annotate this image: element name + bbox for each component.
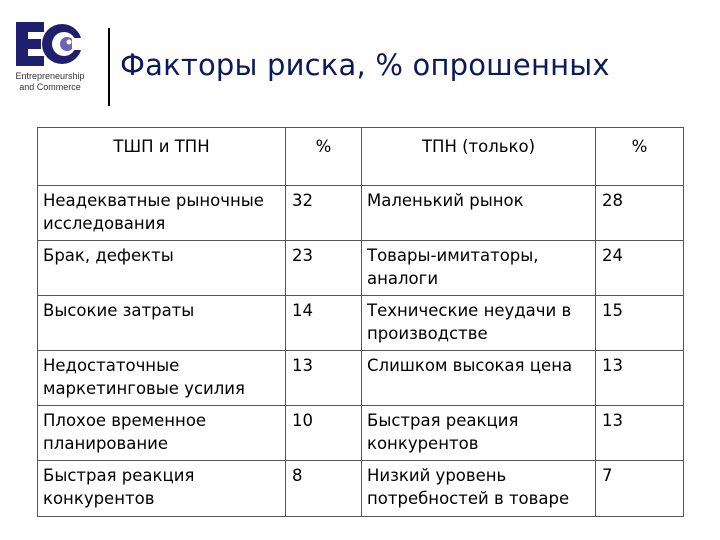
table-row: [38, 241, 684, 296]
left-percent: 23: [286, 241, 362, 296]
right-factor: Технические неудачи в производстве: [362, 296, 596, 351]
header-right-percent: %: [596, 128, 684, 186]
right-factor: Товары-имитаторы, аналоги: [362, 241, 596, 296]
left-percent: 32: [286, 186, 362, 241]
logo-line-1: Entrepreneurship: [15, 71, 85, 81]
left-factor: Высокие затраты: [38, 296, 286, 351]
left-percent: 10: [286, 406, 362, 461]
header-right-factors: ТПН (только): [362, 128, 596, 186]
page-title: Факторы риска, % опрошенных: [120, 48, 610, 82]
ec-logo-icon: [10, 18, 85, 70]
left-factor: Плохое временное планирование: [38, 406, 286, 461]
right-factor: Маленький рынок: [362, 186, 596, 241]
table-row: [38, 351, 684, 406]
header-left-factors: ТШП и ТПН: [38, 128, 286, 186]
table-row: [38, 406, 684, 461]
right-percent: 24: [596, 241, 684, 296]
logo: [10, 18, 110, 98]
right-percent: 28: [596, 186, 684, 241]
right-percent: 15: [596, 296, 684, 351]
right-factor: Низкий уровень потребностей в товаре: [362, 461, 596, 517]
table-row: [38, 186, 684, 241]
header-left-percent: %: [286, 128, 362, 186]
left-percent: 8: [286, 461, 362, 517]
right-percent: 13: [596, 351, 684, 406]
left-percent: 13: [286, 351, 362, 406]
table-header-row: [38, 128, 684, 186]
right-percent: 13: [596, 406, 684, 461]
logo-caption: [10, 71, 90, 93]
header-divider: [108, 28, 110, 106]
right-factor: Слишком высокая цена: [362, 351, 596, 406]
table-row: [38, 296, 684, 351]
left-factor: Брак, дефекты: [38, 241, 286, 296]
left-factor: Недостаточные маркетинговые усилия: [38, 351, 286, 406]
left-factor: Неадекватные рыночные исследования: [38, 186, 286, 241]
right-percent: 7: [596, 461, 684, 517]
left-factor: Быстрая реакция конкурентов: [38, 461, 286, 517]
logo-line-2: and Commerce: [19, 82, 81, 92]
risk-factors-table: [37, 127, 684, 517]
right-factor: Быстрая реакция конкурентов: [362, 406, 596, 461]
table-row: [38, 461, 684, 517]
left-percent: 14: [286, 296, 362, 351]
